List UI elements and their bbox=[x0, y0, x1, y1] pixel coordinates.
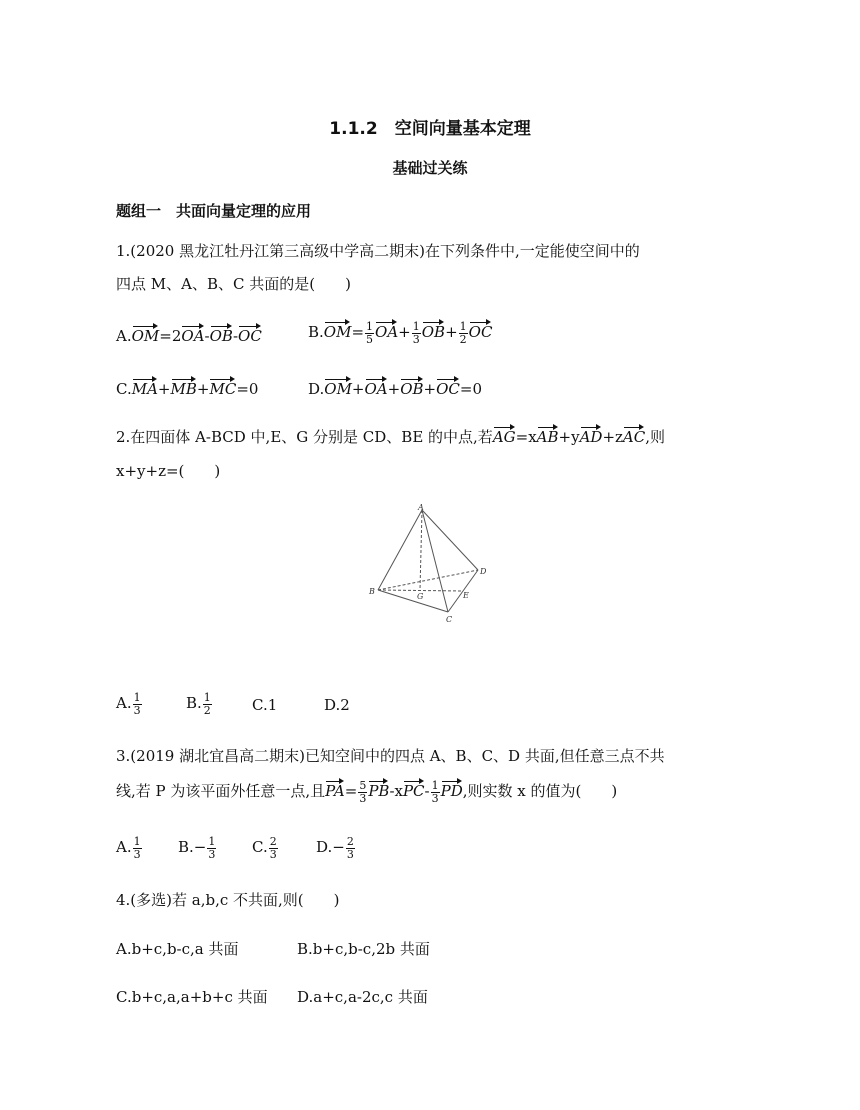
operator: + bbox=[196, 380, 210, 398]
fraction: $\frac{1}{3}$ bbox=[431, 779, 439, 805]
q1-option-b[interactable] bbox=[308, 321, 492, 345]
operator: =2 bbox=[159, 327, 182, 345]
q4-option-c[interactable]: C.b+c,a,a+b+c 共面 bbox=[116, 988, 268, 1006]
option-label: C. bbox=[252, 838, 268, 857]
operator: =0 bbox=[459, 380, 483, 398]
vector: AB bbox=[536, 428, 559, 446]
operator: + bbox=[387, 380, 401, 398]
q4-stem: 4.(多选)若 a,b,c 不共面,则( ) bbox=[116, 891, 340, 909]
q3-stem-line2 bbox=[116, 780, 617, 804]
operator: + bbox=[157, 380, 171, 398]
label-a: A bbox=[418, 503, 424, 512]
q3-option-d[interactable] bbox=[316, 836, 356, 860]
fraction: $\frac{1}{3}$ bbox=[208, 835, 216, 861]
operator: - bbox=[424, 782, 430, 801]
q3-option-b[interactable] bbox=[178, 836, 217, 860]
label-c: C bbox=[446, 615, 453, 624]
vector: OC bbox=[468, 323, 493, 342]
fraction: $\frac{2}{3}$ bbox=[269, 835, 277, 861]
edge-ad bbox=[422, 510, 478, 570]
operator: + bbox=[351, 380, 365, 398]
operator: =0 bbox=[236, 380, 259, 398]
vector: OC bbox=[238, 327, 262, 345]
label-g: G bbox=[417, 592, 424, 601]
page-title: 1.1.2 空间向量基本定理 bbox=[329, 119, 531, 139]
fraction: $\frac{1}{5}$ bbox=[366, 320, 374, 346]
option-label: B.− bbox=[178, 838, 207, 857]
vector: AD bbox=[579, 428, 603, 446]
edge-ac bbox=[422, 510, 448, 612]
operator: +z bbox=[602, 428, 623, 446]
vector: OB bbox=[421, 323, 446, 342]
operator: + bbox=[423, 380, 437, 398]
fraction: $\frac{2}{3}$ bbox=[346, 835, 354, 861]
q4-option-a[interactable]: A.b+c,b-c,a 共面 bbox=[116, 940, 239, 958]
vector: OM bbox=[324, 380, 352, 398]
fraction: $\frac{1}{2}$ bbox=[203, 691, 211, 717]
stem-text: 线,若 P 为该平面外任意一点,且 bbox=[116, 782, 326, 801]
q4-option-b[interactable]: B.b+c,b-c,2b 共面 bbox=[297, 940, 430, 958]
vector: OM bbox=[323, 323, 352, 342]
option-label: A. bbox=[116, 694, 132, 713]
label-b: B bbox=[369, 587, 375, 596]
fraction: $\frac{1}{2}$ bbox=[459, 320, 467, 346]
group-heading: 题组一 共面向量定理的应用 bbox=[116, 202, 312, 220]
q2-option-d[interactable]: D.2 bbox=[324, 696, 350, 714]
section-subtitle: 基础过关练 bbox=[392, 159, 468, 177]
fraction: $\frac{1}{3}$ bbox=[133, 691, 141, 717]
operator: =x bbox=[515, 428, 537, 446]
vector: OM bbox=[131, 327, 160, 345]
vector: PC bbox=[402, 782, 425, 801]
option-label: B. bbox=[186, 694, 202, 713]
q2-option-a[interactable] bbox=[116, 692, 143, 716]
operator: = bbox=[344, 782, 358, 801]
option-label: A. bbox=[116, 327, 132, 345]
option-label: D.− bbox=[316, 838, 345, 857]
option-label: A. bbox=[116, 838, 132, 857]
vector: PB bbox=[368, 782, 390, 801]
edge-bc bbox=[378, 590, 448, 612]
fraction: $\frac{1}{3}$ bbox=[412, 320, 420, 346]
option-label: D. bbox=[308, 380, 325, 398]
vector: OB bbox=[209, 327, 233, 345]
operator: + bbox=[398, 323, 411, 342]
tetrahedron-figure bbox=[360, 500, 500, 625]
label-d: D bbox=[480, 567, 487, 576]
vector: OB bbox=[400, 380, 424, 398]
vector: OA bbox=[375, 323, 399, 342]
vector: OC bbox=[436, 380, 460, 398]
vector: MC bbox=[209, 380, 237, 398]
operator: +y bbox=[558, 428, 580, 446]
option-label: C. bbox=[116, 380, 132, 398]
q1-option-c[interactable] bbox=[116, 378, 258, 398]
q1-stem-line2: 四点 M、A、B、C 共面的是( ) bbox=[116, 275, 351, 293]
fraction: $\frac{5}{3}$ bbox=[359, 779, 367, 805]
vector: PD bbox=[440, 782, 463, 801]
vector: PA bbox=[325, 782, 345, 801]
q2-option-c[interactable]: C.1 bbox=[252, 696, 278, 714]
q3-option-c[interactable] bbox=[252, 836, 279, 860]
operator: - bbox=[232, 327, 239, 345]
stem-text: ,则实数 x 的值为( ) bbox=[462, 782, 618, 801]
stem-text: 2.在四面体 A-BCD 中,E、G 分别是 CD、BE 的中点,若 bbox=[116, 428, 493, 446]
operator: -x bbox=[389, 782, 403, 801]
q1-stem-line1: 1.(2020 黑龙江牡丹江第三高级中学高二期末)在下列条件中,一定能使空间中的 bbox=[116, 242, 640, 260]
segment-be bbox=[378, 590, 463, 591]
q2-stem-line1 bbox=[116, 426, 665, 447]
vector: AC bbox=[622, 428, 646, 446]
q3-stem-line1: 3.(2019 湖北宜昌高二期末)已知空间中的四点 A、B、C、D 共面,但任意三点不共 bbox=[116, 747, 665, 765]
vector: OA bbox=[181, 327, 205, 345]
stem-text: ,则 bbox=[645, 428, 666, 446]
q1-option-d[interactable] bbox=[308, 378, 482, 398]
operator: = bbox=[351, 323, 365, 342]
edge-bd-hidden bbox=[378, 570, 478, 590]
vector: OA bbox=[364, 380, 388, 398]
q2-option-b[interactable] bbox=[186, 692, 213, 716]
segment-ag bbox=[420, 510, 422, 590]
q2-stem-line2: x+y+z=( ) bbox=[116, 462, 221, 480]
fraction: $\frac{1}{3}$ bbox=[133, 835, 141, 861]
edge-ab bbox=[378, 510, 422, 590]
q1-option-a[interactable] bbox=[116, 325, 262, 345]
vector: AG bbox=[492, 428, 516, 446]
q4-option-d[interactable]: D.a+c,a-2c,c 共面 bbox=[297, 988, 428, 1006]
vector: MB bbox=[170, 380, 197, 398]
operator: - bbox=[204, 327, 210, 345]
operator: + bbox=[445, 323, 458, 342]
option-label: B. bbox=[308, 323, 324, 342]
q3-option-a[interactable] bbox=[116, 836, 143, 860]
label-e: E bbox=[463, 591, 469, 600]
vector: MA bbox=[131, 380, 158, 398]
